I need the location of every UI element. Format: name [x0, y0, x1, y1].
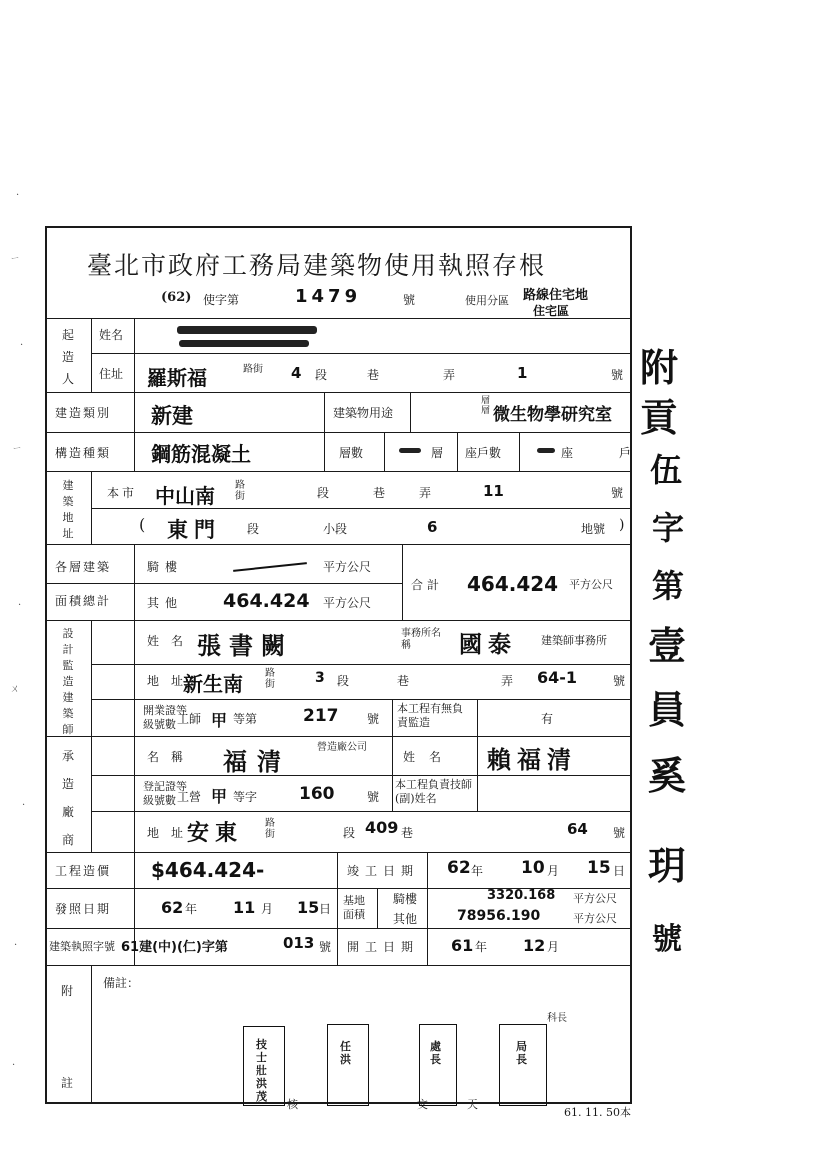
seal-label-2: 文 [417, 1098, 428, 1111]
floors-value [399, 448, 421, 453]
base-other-label: 其他 [393, 912, 418, 926]
contractor-section-label: 承造廠商 [61, 749, 74, 847]
other-label: 其他 [147, 596, 184, 610]
base-label: 基地面積 [343, 894, 365, 921]
side-char-2: 貢 [640, 396, 679, 440]
redacted-name-2 [179, 340, 309, 347]
builder-section-label: 起造人 [61, 328, 74, 386]
builder-name-label: 姓名 [99, 328, 124, 342]
side-char-3: 伍 [650, 451, 683, 489]
supervise-value: 有 [541, 712, 554, 726]
side-char-1: 附 [640, 346, 679, 390]
households-unit-2: 戶 [619, 446, 632, 460]
designer-section-label: 設計監造建築師 [62, 627, 74, 736]
contractor-lane-no: 409 [365, 818, 399, 837]
seal-label-1: 核 [287, 1098, 298, 1111]
print-mark: 61. 11. 50本 [564, 1106, 631, 1119]
start-month-unit: 月 [547, 940, 560, 954]
complete-month: 10 [521, 858, 545, 878]
start-year-unit: 年 [475, 940, 488, 954]
person-value: 賴福清 [487, 746, 577, 774]
site-alley-unit: 弄 [419, 486, 432, 500]
notes-label-1: 附 [61, 984, 74, 998]
permit-value: 61建(中)(仁)字第 [121, 940, 228, 955]
issue-label: 發照日期 [55, 902, 112, 916]
complete-label: 竣工日期 [347, 864, 420, 878]
designer-license-unit: 號 [367, 712, 380, 726]
seal-label-3: 天 [467, 1098, 478, 1111]
site-lot: 6 [427, 518, 438, 536]
builder-lane-unit: 巷 [367, 368, 380, 382]
base-arcade-label: 騎樓 [393, 892, 418, 906]
cost-value: $464.424- [151, 858, 265, 882]
stamp-3: 處長 [430, 1040, 441, 1066]
designer-number: 64-1 [537, 668, 578, 687]
households-value [537, 448, 555, 453]
issue-month-unit: 月 [261, 902, 274, 916]
category-label: 建造類別 [55, 406, 112, 420]
site-number: 11 [483, 482, 504, 500]
designer-section-unit: 段 [337, 674, 350, 688]
form-title: 臺北市政府工務局建築物使用執照存根 [87, 251, 547, 280]
stamp-1: 技士壯洪茂 [256, 1038, 267, 1103]
total-value: 464.424 [467, 572, 559, 596]
reg-label: 登記證等級號數 [143, 780, 187, 807]
office-value: 國泰 [459, 632, 517, 658]
site-city: 本市 [107, 486, 138, 500]
site-paren: ( [139, 515, 146, 534]
designer-license-grade: 甲 [211, 711, 228, 730]
base-other-value: 78956.190 [457, 908, 541, 924]
arcade-unit: 平方公尺 [323, 560, 372, 574]
zoning-label: 使用分區 [465, 294, 509, 307]
builder-section-unit: 段 [315, 368, 328, 382]
complete-day: 15 [587, 858, 611, 878]
cost-label: 工程造價 [55, 864, 112, 878]
contractor-name-label: 名稱 [147, 750, 196, 764]
license-prefix: 使字第 [203, 293, 240, 307]
complete-year-unit: 年 [471, 864, 484, 878]
permit-number: 013 [283, 934, 315, 952]
use-prefix: 層層 [481, 396, 491, 416]
contractor-road: 安東 [187, 821, 244, 846]
year-mark: (62) [161, 290, 192, 305]
contractor-number: 64 [567, 820, 588, 838]
use-value: 微生物學研究室 [493, 405, 612, 425]
license-number: 1479 [295, 286, 362, 307]
designer-license-label: 開業證等級號數 [143, 704, 187, 731]
use-label: 建築物用途 [333, 406, 394, 420]
site-district: 東門 [167, 518, 221, 542]
side-char-4: 字 [652, 509, 685, 547]
contractor-address-label: 地址 [147, 826, 196, 840]
zoning-value: 路線住宅地 [523, 288, 589, 303]
base-other-unit: 平方公尺 [573, 912, 617, 925]
side-char-8: 奚 [648, 754, 687, 798]
issue-year: 62 [161, 898, 184, 917]
designer-alley-unit: 弄 [501, 674, 514, 688]
designer-license-mid: 等第 [233, 712, 258, 726]
number-suffix: 號 [403, 293, 416, 307]
side-char-5: 第 [652, 567, 685, 605]
designer-name-label: 姓名 [147, 634, 196, 648]
side-char-6: 壹 [648, 624, 687, 668]
designer-license-prefix: 工師 [177, 712, 202, 726]
builder-alley-unit: 弄 [443, 368, 456, 382]
site-road: 中山南 [155, 484, 215, 508]
zoning-value-2: 住宅區 [533, 304, 570, 318]
site-number-unit: 號 [611, 486, 624, 500]
floors-label: 層數 [339, 446, 364, 460]
arcade-dash [233, 562, 307, 572]
complete-year: 62 [447, 858, 471, 878]
households-label: 座戶數 [465, 446, 502, 460]
side-char-7: 員 [648, 688, 687, 732]
contractor-number-unit: 號 [613, 826, 626, 840]
tech-label: 本工程負責技師(副)姓名 [395, 778, 472, 805]
builder-road: 羅斯福 [147, 366, 207, 390]
designer-road: 新生南 [183, 672, 243, 696]
start-month: 12 [523, 936, 546, 955]
designer-road-suffix: 路街 [265, 668, 275, 690]
structure-value: 鋼筋混凝土 [151, 442, 251, 466]
contractor-section-unit: 段 [343, 826, 356, 840]
start-label: 開工日期 [347, 940, 420, 954]
complete-day-unit: 日 [613, 864, 626, 878]
designer-section-no: 3 [315, 670, 325, 686]
other-value: 464.424 [223, 590, 310, 612]
site-section-label: 建築地址 [62, 479, 74, 540]
site-paren-close: ) [619, 517, 625, 533]
category-value: 新建 [151, 404, 193, 428]
builder-section-no: 4 [291, 364, 302, 382]
builder-road-suffix: 路街 [243, 364, 263, 375]
scan-edge-marks: · ㄧ · ㄧ · ㄨ · · · [10, 190, 26, 1071]
site-lot-unit: 地號 [581, 522, 606, 536]
area-section-label-2: 面積總計 [55, 594, 112, 608]
reg-mid: 等字 [233, 790, 258, 804]
supervise-label: 本工程有無負責監造 [397, 702, 463, 729]
builder-number: 1 [517, 364, 528, 382]
company-type: 營造廠公司 [317, 742, 367, 753]
remarks-label: 備註： [103, 976, 140, 990]
total-label: 合計 [411, 578, 444, 592]
structure-label: 構造種類 [55, 446, 112, 460]
reg-prefix: 工營 [177, 790, 202, 804]
base-arcade-unit: 平方公尺 [573, 892, 617, 905]
notes-label-2: 註 [61, 1076, 74, 1090]
reg-no: 160 [299, 784, 335, 804]
redacted-name [177, 326, 317, 334]
issue-month: 11 [233, 898, 256, 917]
site-road-suffix: 路街 [235, 480, 245, 502]
side-char-9: 玥 [648, 844, 687, 888]
stamp-2: 任洪 [340, 1040, 351, 1066]
person-label: 姓名 [403, 750, 456, 764]
seal-left-top: 科長 [547, 1013, 567, 1024]
designer-address-label: 地址 [147, 674, 196, 688]
office-label: 事務所名稱 [401, 628, 441, 651]
stamp-4: 局長 [516, 1040, 527, 1066]
designer-lane-unit: 巷 [397, 674, 410, 688]
contractor-name: 福清 [223, 748, 291, 776]
base-arcade-value: 3320.168 [487, 888, 556, 903]
issue-day-unit: 日 [319, 902, 332, 916]
contractor-road-suffix: 路街 [265, 818, 275, 840]
site-section-unit: 段 [317, 486, 330, 500]
floors-unit: 層 [431, 446, 444, 460]
issue-day: 15 [297, 898, 320, 917]
builder-number-unit: 號 [611, 368, 624, 382]
site-lane-unit: 巷 [373, 486, 386, 500]
designer-name: 張書闕 [197, 632, 293, 660]
site-district-unit: 段 [247, 522, 260, 536]
side-char-10: 號 [652, 922, 682, 957]
arcade-label: 騎樓 [147, 560, 184, 574]
total-unit: 平方公尺 [569, 578, 613, 591]
site-subsection-unit: 小段 [323, 522, 348, 536]
start-year: 61 [451, 936, 474, 955]
issue-year-unit: 年 [185, 902, 198, 916]
complete-month-unit: 月 [547, 864, 560, 878]
reg-grade: 甲 [211, 787, 228, 806]
license-form [45, 226, 632, 1111]
builder-address-label: 住址 [99, 367, 124, 381]
designer-license-no: 217 [303, 706, 339, 726]
designer-number-unit: 號 [613, 674, 626, 688]
permit-label: 建築執照字號 [49, 940, 115, 953]
households-unit: 座 [561, 446, 574, 460]
permit-unit: 號 [319, 940, 332, 954]
other-unit: 平方公尺 [323, 596, 372, 610]
area-section-label-1: 各層建築 [55, 560, 112, 574]
reg-unit: 號 [367, 790, 380, 804]
office-suffix: 建築師事務所 [541, 634, 607, 647]
contractor-lane-unit: 巷 [401, 826, 414, 840]
